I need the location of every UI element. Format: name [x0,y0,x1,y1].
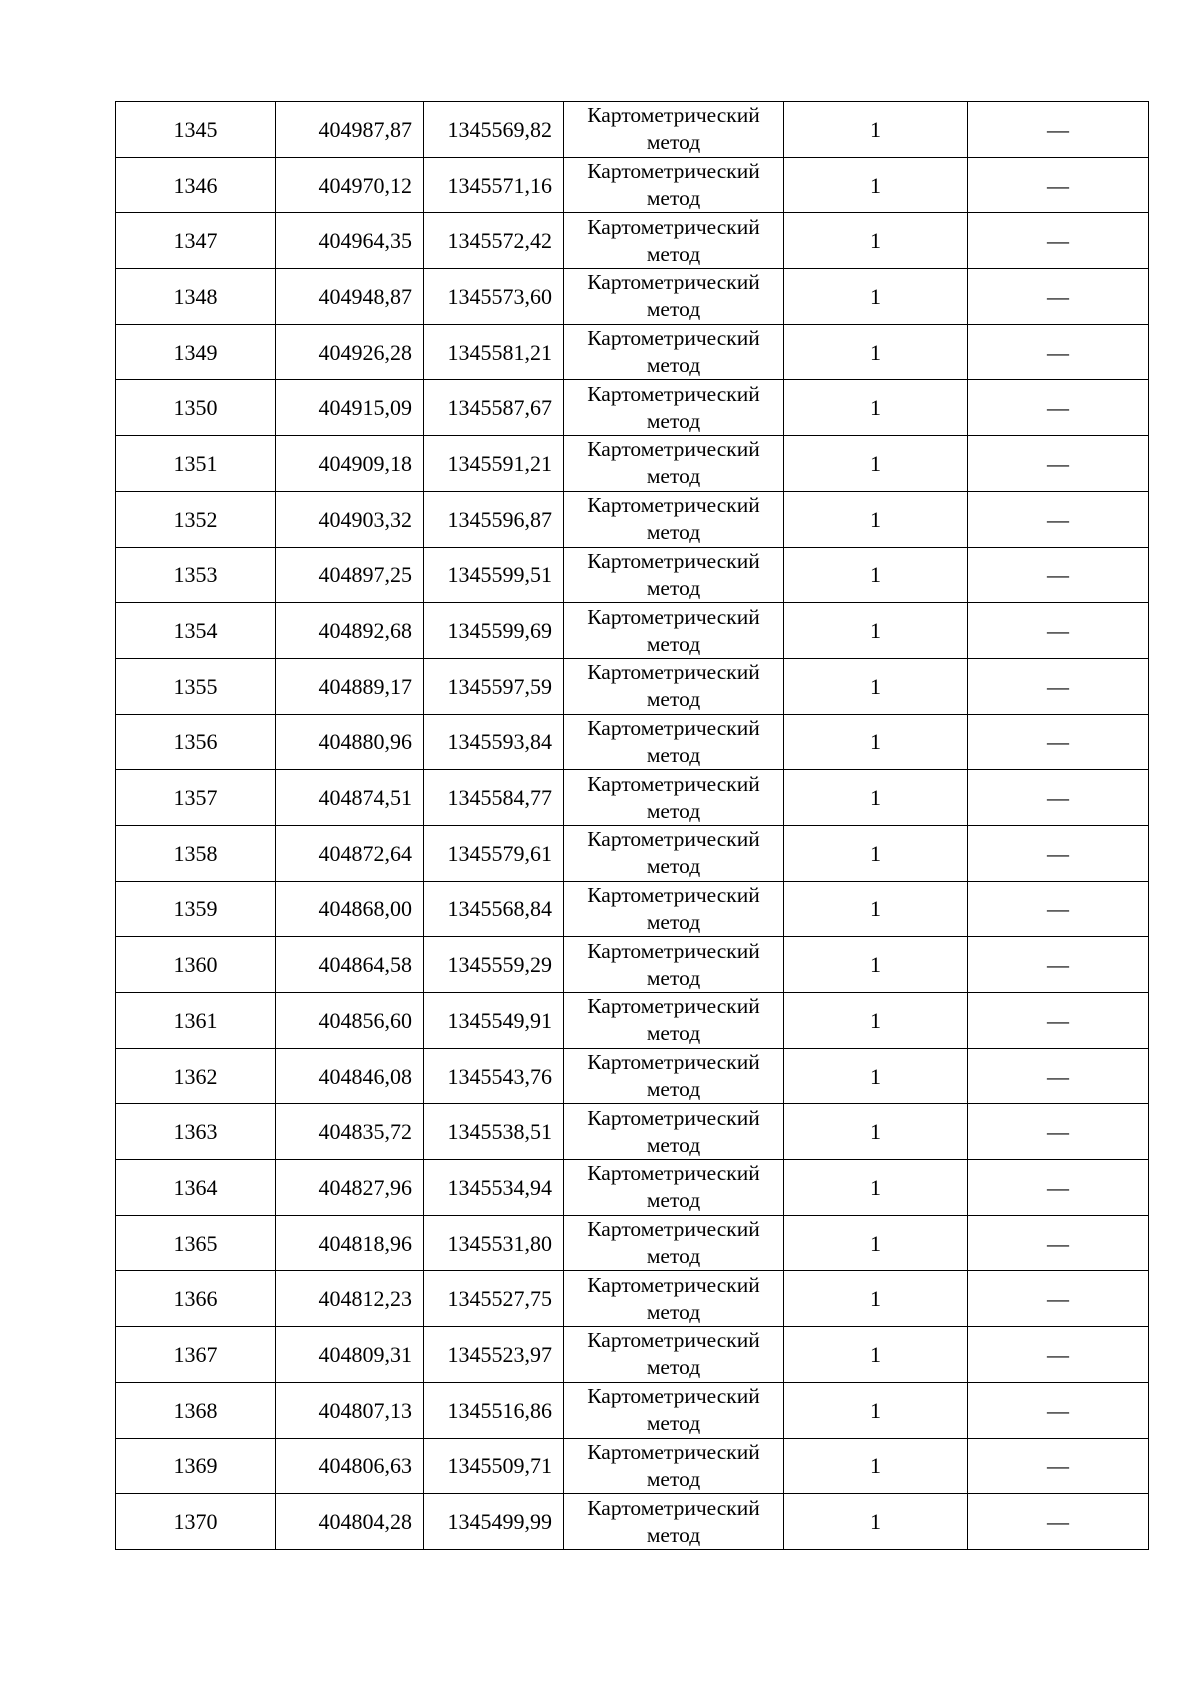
y-coordinate-cell: 1345571,16 [424,157,564,213]
dash-mark: — [1047,1007,1069,1033]
table-row [116,324,1149,380]
accuracy-cell: 1 [784,157,968,213]
accuracy-cell: 1 [784,1215,968,1271]
y-coordinate-cell: 1345527,75 [424,1271,564,1327]
method-text-line-1: Картометрический [587,103,760,128]
dash-mark: — [1047,618,1069,644]
method-text-line-1: Картометрический [587,604,760,629]
description-cell [968,1104,1149,1160]
point-number-cell: 1362 [116,1048,276,1104]
y-coordinate-cell: 1345599,69 [424,603,564,659]
description-cell [968,1382,1149,1438]
dash-mark: — [1047,395,1069,421]
point-number-cell: 1355 [116,658,276,714]
description-cell [968,603,1149,659]
table-row [116,1048,1149,1104]
method-cell [564,157,784,213]
dash-mark: — [1047,1119,1069,1145]
y-coordinate-cell: 1345538,51 [424,1104,564,1160]
x-coordinate-cell: 404964,35 [276,213,424,269]
method-text-line-2: метод [646,687,701,712]
y-coordinate-cell: 1345534,94 [424,1160,564,1216]
dash-mark: — [1047,116,1069,142]
method-text-line-1: Картометрический [587,660,760,685]
y-coordinate-cell: 1345581,21 [424,324,564,380]
point-number-cell: 1361 [116,993,276,1049]
x-coordinate-cell: 404909,18 [276,436,424,492]
point-number-cell: 1356 [116,714,276,770]
table-row [116,269,1149,325]
description-cell [968,1160,1149,1216]
x-coordinate-cell: 404827,96 [276,1160,424,1216]
method-text-line-2: метод [646,965,701,990]
point-number-cell: 1360 [116,937,276,993]
table-row [116,102,1149,158]
method-cell [564,1382,784,1438]
point-number-cell: 1348 [116,269,276,325]
y-coordinate-cell: 1345509,71 [424,1438,564,1494]
method-text-line-2: метод [646,1355,701,1380]
table-row [116,825,1149,881]
dash-mark: — [1047,729,1069,755]
dash-mark: — [1047,1174,1069,1200]
method-text-line-2: метод [646,130,701,155]
method-cell [564,436,784,492]
dash-mark: — [1047,896,1069,922]
dash-mark: — [1047,1509,1069,1535]
table-row [116,1494,1149,1550]
method-text-line-2: метод [646,798,701,823]
method-cell [564,993,784,1049]
dash-mark: — [1047,506,1069,532]
x-coordinate-cell: 404856,60 [276,993,424,1049]
method-cell [564,881,784,937]
table-row [116,547,1149,603]
accuracy-cell: 1 [784,1160,968,1216]
table-row [116,993,1149,1049]
description-cell [968,1327,1149,1383]
point-number-cell: 1369 [116,1438,276,1494]
method-text-line-2: метод [646,353,701,378]
y-coordinate-cell: 1345568,84 [424,881,564,937]
x-coordinate-cell: 404864,58 [276,937,424,993]
x-coordinate-cell: 404812,23 [276,1271,424,1327]
accuracy-cell: 1 [784,1271,968,1327]
dash-mark: — [1047,339,1069,365]
dash-mark: — [1047,1286,1069,1312]
point-number-cell: 1353 [116,547,276,603]
point-number-cell: 1359 [116,881,276,937]
y-coordinate-cell: 1345579,61 [424,825,564,881]
method-text-line-2: метод [646,1132,701,1157]
method-cell [564,547,784,603]
description-cell [968,269,1149,325]
table-row [116,937,1149,993]
method-cell [564,1438,784,1494]
method-text-line-1: Картометрический [587,1495,760,1520]
x-coordinate-cell: 404970,12 [276,157,424,213]
y-coordinate-cell: 1345559,29 [424,937,564,993]
description-cell [968,714,1149,770]
method-text-line-2: метод [646,520,701,545]
description-cell [968,213,1149,269]
description-cell [968,102,1149,158]
y-coordinate-cell: 1345593,84 [424,714,564,770]
table-row [116,1160,1149,1216]
method-text-line-2: метод [646,742,701,767]
description-cell [968,380,1149,436]
method-text-line-1: Картометрический [587,381,760,406]
method-cell [564,825,784,881]
method-cell [564,1160,784,1216]
method-text-line-1: Картометрический [587,270,760,295]
method-text-line-1: Картометрический [587,1384,760,1409]
dash-mark: — [1047,785,1069,811]
x-coordinate-cell: 404892,68 [276,603,424,659]
x-coordinate-cell: 404846,08 [276,1048,424,1104]
accuracy-cell: 1 [784,937,968,993]
dash-mark: — [1047,283,1069,309]
x-coordinate-cell: 404987,87 [276,102,424,158]
method-text-line-2: метод [646,1021,701,1046]
method-cell [564,937,784,993]
table-row [116,1382,1149,1438]
method-text-line-2: метод [646,186,701,211]
method-text-line-1: Картометрический [587,326,760,351]
table-body [116,102,1149,1550]
y-coordinate-cell: 1345587,67 [424,380,564,436]
method-cell [564,658,784,714]
table-row [116,1327,1149,1383]
description-cell [968,658,1149,714]
accuracy-cell: 1 [784,1382,968,1438]
method-text-line-2: метод [646,1411,701,1436]
method-cell [564,1104,784,1160]
y-coordinate-cell: 1345549,91 [424,993,564,1049]
x-coordinate-cell: 404835,72 [276,1104,424,1160]
dash-mark: — [1047,1230,1069,1256]
y-coordinate-cell: 1345573,60 [424,269,564,325]
table-row [116,213,1149,269]
description-cell [968,324,1149,380]
point-number-cell: 1370 [116,1494,276,1550]
table-row [116,603,1149,659]
y-coordinate-cell: 1345596,87 [424,491,564,547]
method-text-line-2: метод [646,1188,701,1213]
description-cell [968,1494,1149,1550]
method-cell [564,324,784,380]
method-text-line-2: метод [646,631,701,656]
y-coordinate-cell: 1345584,77 [424,770,564,826]
table-row [116,714,1149,770]
method-cell [564,491,784,547]
point-number-cell: 1367 [116,1327,276,1383]
accuracy-cell: 1 [784,213,968,269]
accuracy-cell: 1 [784,825,968,881]
method-text-line-2: метод [646,464,701,489]
dash-mark: — [1047,1341,1069,1367]
accuracy-cell: 1 [784,1048,968,1104]
method-text-line-1: Картометрический [587,437,760,462]
method-cell [564,1048,784,1104]
description-cell [968,436,1149,492]
accuracy-cell: 1 [784,380,968,436]
description-cell [968,993,1149,1049]
y-coordinate-cell: 1345597,59 [424,658,564,714]
description-cell [968,937,1149,993]
accuracy-cell: 1 [784,1104,968,1160]
y-coordinate-cell: 1345531,80 [424,1215,564,1271]
description-cell [968,1271,1149,1327]
table-row [116,1438,1149,1494]
method-cell [564,1327,784,1383]
method-text-line-2: метод [646,854,701,879]
point-number-cell: 1368 [116,1382,276,1438]
y-coordinate-cell: 1345523,97 [424,1327,564,1383]
dash-mark: — [1047,228,1069,254]
point-number-cell: 1345 [116,102,276,158]
table-row [116,1271,1149,1327]
dash-mark: — [1047,1397,1069,1423]
accuracy-cell: 1 [784,993,968,1049]
x-coordinate-cell: 404880,96 [276,714,424,770]
method-text-line-2: метод [646,1299,701,1324]
method-cell [564,603,784,659]
table-row [116,380,1149,436]
point-number-cell: 1358 [116,825,276,881]
table-row [116,436,1149,492]
table-row [116,881,1149,937]
y-coordinate-cell: 1345599,51 [424,547,564,603]
dash-mark: — [1047,1453,1069,1479]
x-coordinate-cell: 404903,32 [276,491,424,547]
dash-mark: — [1047,172,1069,198]
method-text-line-1: Картометрический [587,994,760,1019]
point-number-cell: 1354 [116,603,276,659]
accuracy-cell: 1 [784,1327,968,1383]
accuracy-cell: 1 [784,324,968,380]
method-cell [564,1271,784,1327]
coordinates-table [115,101,1149,1550]
description-cell [968,881,1149,937]
table-row [116,491,1149,547]
y-coordinate-cell: 1345543,76 [424,1048,564,1104]
description-cell [968,547,1149,603]
table-row [116,157,1149,213]
method-text-line-1: Картометрический [587,882,760,907]
x-coordinate-cell: 404889,17 [276,658,424,714]
method-cell [564,380,784,436]
method-text-line-2: метод [646,1244,701,1269]
table-row [116,1104,1149,1160]
method-text-line-1: Картометрический [587,548,760,573]
method-text-line-1: Картометрический [587,715,760,740]
method-text-line-2: метод [646,1077,701,1102]
method-text-line-2: метод [646,1466,701,1491]
method-text-line-1: Картометрический [587,1161,760,1186]
description-cell [968,825,1149,881]
point-number-cell: 1357 [116,770,276,826]
point-number-cell: 1346 [116,157,276,213]
accuracy-cell: 1 [784,269,968,325]
point-number-cell: 1363 [116,1104,276,1160]
x-coordinate-cell: 404874,51 [276,770,424,826]
point-number-cell: 1352 [116,491,276,547]
method-text-line-1: Картометрический [587,1272,760,1297]
y-coordinate-cell: 1345591,21 [424,436,564,492]
method-text-line-2: метод [646,575,701,600]
x-coordinate-cell: 404872,64 [276,825,424,881]
method-text-line-2: метод [646,408,701,433]
method-cell [564,1215,784,1271]
method-cell [564,213,784,269]
x-coordinate-cell: 404807,13 [276,1382,424,1438]
accuracy-cell: 1 [784,1494,968,1550]
point-number-cell: 1347 [116,213,276,269]
x-coordinate-cell: 404948,87 [276,269,424,325]
point-number-cell: 1349 [116,324,276,380]
point-number-cell: 1365 [116,1215,276,1271]
method-text-line-1: Картометрический [587,1105,760,1130]
table-row [116,1215,1149,1271]
description-cell [968,491,1149,547]
dash-mark: — [1047,952,1069,978]
dash-mark: — [1047,562,1069,588]
point-number-cell: 1350 [116,380,276,436]
method-text-line-2: метод [646,909,701,934]
method-text-line-1: Картометрический [587,493,760,518]
method-text-line-2: метод [646,241,701,266]
point-number-cell: 1366 [116,1271,276,1327]
x-coordinate-cell: 404804,28 [276,1494,424,1550]
x-coordinate-cell: 404806,63 [276,1438,424,1494]
accuracy-cell: 1 [784,603,968,659]
y-coordinate-cell: 1345516,86 [424,1382,564,1438]
method-text-line-1: Картометрический [587,1217,760,1242]
method-text-line-2: метод [646,1522,701,1547]
dash-mark: — [1047,673,1069,699]
y-coordinate-cell: 1345569,82 [424,102,564,158]
accuracy-cell: 1 [784,658,968,714]
y-coordinate-cell: 1345499,99 [424,1494,564,1550]
dash-mark: — [1047,1063,1069,1089]
accuracy-cell: 1 [784,102,968,158]
method-cell [564,770,784,826]
method-text-line-1: Картометрический [587,827,760,852]
dash-mark: — [1047,450,1069,476]
description-cell [968,1438,1149,1494]
method-cell [564,102,784,158]
point-number-cell: 1364 [116,1160,276,1216]
x-coordinate-cell: 404868,00 [276,881,424,937]
description-cell [968,770,1149,826]
method-text-line-1: Картометрический [587,771,760,796]
table-row [116,658,1149,714]
y-coordinate-cell: 1345572,42 [424,213,564,269]
accuracy-cell: 1 [784,770,968,826]
method-text-line-1: Картометрический [587,159,760,184]
method-cell [564,714,784,770]
x-coordinate-cell: 404818,96 [276,1215,424,1271]
accuracy-cell: 1 [784,1438,968,1494]
method-cell [564,1494,784,1550]
method-text-line-1: Картометрический [587,1050,760,1075]
description-cell [968,1048,1149,1104]
accuracy-cell: 1 [784,547,968,603]
x-coordinate-cell: 404926,28 [276,324,424,380]
x-coordinate-cell: 404915,09 [276,380,424,436]
x-coordinate-cell: 404897,25 [276,547,424,603]
x-coordinate-cell: 404809,31 [276,1327,424,1383]
dash-mark: — [1047,840,1069,866]
description-cell [968,1215,1149,1271]
method-text-line-1: Картометрический [587,214,760,239]
method-cell [564,269,784,325]
accuracy-cell: 1 [784,881,968,937]
accuracy-cell: 1 [784,436,968,492]
accuracy-cell: 1 [784,714,968,770]
method-text-line-2: метод [646,297,701,322]
method-text-line-1: Картометрический [587,938,760,963]
table-row [116,770,1149,826]
point-number-cell: 1351 [116,436,276,492]
method-text-line-1: Картометрический [587,1439,760,1464]
method-text-line-1: Картометрический [587,1328,760,1353]
description-cell [968,157,1149,213]
accuracy-cell: 1 [784,491,968,547]
